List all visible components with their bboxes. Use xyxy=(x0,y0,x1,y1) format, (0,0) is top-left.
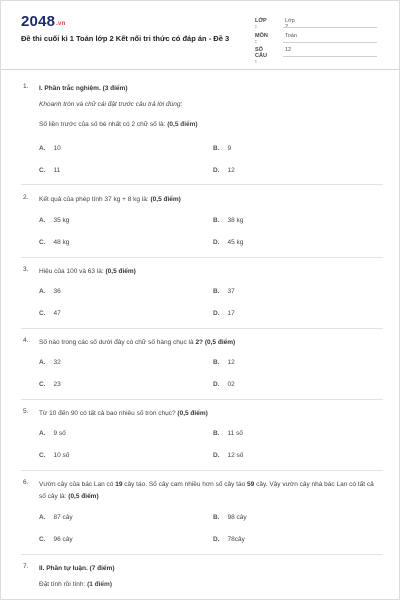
option-a[interactable]: A. 36 xyxy=(39,288,61,295)
header: 2048.vn Đề thi cuối kì 1 Toán lớp 2 Kết nối tri thức có đáp án - Đề 3 LỚP : Lớp MÔN : Toán SỐ CÂU : 12 xyxy=(1,1,400,71)
option-c[interactable]: C. 96 cây xyxy=(39,536,73,543)
option-a[interactable]: A. 32 xyxy=(39,359,61,366)
question-stem: Từ 10 đến 90 có tất cả bao nhiêu số tròn chục? (0,5 điểm) xyxy=(39,410,208,417)
option-b[interactable]: B. 12 xyxy=(213,359,235,366)
option-d[interactable]: D. 12 xyxy=(213,167,235,174)
separator xyxy=(21,257,383,258)
section-title: II. Phần tự luận. (7 điểm) xyxy=(39,565,115,572)
separator xyxy=(21,328,383,329)
question-stem: Kết quả của phép tính 37 kg + 8 kg là: (0,5 điểm) xyxy=(39,196,181,203)
option-a[interactable]: A. 35 kg xyxy=(39,217,70,224)
site-logo[interactable]: 2048.vn xyxy=(21,13,66,30)
option-c[interactable]: C. 10 số xyxy=(39,452,70,459)
separator xyxy=(21,399,383,400)
option-b[interactable]: B. 9 xyxy=(213,145,232,152)
header-divider xyxy=(1,69,400,70)
question-stem: Đặt tính rồi tính: (1 điểm) xyxy=(39,581,112,588)
question-stem: Hiệu của 100 và 63 là: (0,5 điểm) xyxy=(39,268,136,275)
option-d[interactable]: D. 78cây xyxy=(213,536,245,543)
option-b[interactable]: B. 98 cây xyxy=(213,514,247,521)
exam-sheet: 2048.vn Đề thi cuối kì 1 Toán lớp 2 Kết nối tri thức có đáp án - Đề 3 LỚP : Lớp MÔN : Toán SỐ CÂU : 12 1. I. Phần trắc nghiệm. (3 điểm) Khoanh tròn và chữ cái đặt trước câu trả lời đúng: Số liền trước của số bé nhất có 2 chữ số là: (0,5 điểm) A. 10 B. 9 C. 11 D. 12 2. Kết quả của phép tính 37 kg + 8 kg là: (0,5 điểm) A. 35 kg B. 38 kg C. 48 kg D. 45 kg 3. Hiệu của 100 và 63 là: (0,5 điểm) A. 36 B. 37 C. 47 D. 17 4. Số nào trong các số dưới đây có chữ số hàng chục là 2? (0,5 điểm) A. 32 B. 12 C. 23 D. 02 5. Từ 10 đến 90 có tất cả bao nhiêu số tròn chục? (0,5 điểm) A. 9 số B. 11 số C. 10 số D. 12 số 6. Vườn cây của bác Lan có 19 cây táo. Số cây cam nhiều hơn số cây táo 59 cây. Vậy vườn cây nhà bác Lan có tất cả số cây là: (0,5 điểm) A. 87 cây B. 98 cây C. 96 cây D. 78cây 7. II. Phần tự luận. (7 điểm) Đặt tính rồi tính: (1 điểm) xyxy=(0,0,400,600)
option-c[interactable]: C. 48 kg xyxy=(39,239,70,246)
instruction: Khoanh tròn và chữ cái đặt trước câu trả lời đúng: xyxy=(39,101,183,108)
page-title: Đề thi cuối kì 1 Toán lớp 2 Kết nối tri thức có đáp án - Đề 3 xyxy=(21,34,230,43)
option-c[interactable]: C. 47 xyxy=(39,310,61,317)
question-stem: Số nào trong các số dưới đây có chữ số hàng chục là 2? (0,5 điểm) xyxy=(39,339,236,346)
separator xyxy=(21,470,383,471)
section-title: I. Phần trắc nghiệm. (3 điểm) xyxy=(39,85,128,92)
option-d[interactable]: D. 17 xyxy=(213,310,235,317)
option-d[interactable]: D. 12 số xyxy=(213,452,244,459)
option-a[interactable]: A. 87 cây xyxy=(39,514,73,521)
separator xyxy=(21,554,383,555)
separator xyxy=(21,184,383,185)
option-c[interactable]: C. 11 xyxy=(39,167,61,174)
option-d[interactable]: D. 45 kg xyxy=(213,239,244,246)
option-b[interactable]: B. 38 kg xyxy=(213,217,244,224)
option-c[interactable]: C. 23 xyxy=(39,381,61,388)
question-stem: Vườn cây của bác Lan có 19 cây táo. Số cây cam nhiều hơn số cây táo 59 cây. Vậy vườn cây nhà bác Lan có tất cả số cây là: (0,5 điểm) xyxy=(39,481,374,500)
option-b[interactable]: B. 37 xyxy=(213,288,235,295)
option-b[interactable]: B. 11 số xyxy=(213,430,243,437)
question-stem: Số liền trước của số bé nhất có 2 chữ số là: (0,5 điểm) xyxy=(39,121,198,128)
option-a[interactable]: A. 10 xyxy=(39,145,61,152)
option-d[interactable]: D. 02 xyxy=(213,381,235,388)
option-a[interactable]: A. 9 số xyxy=(39,430,66,437)
